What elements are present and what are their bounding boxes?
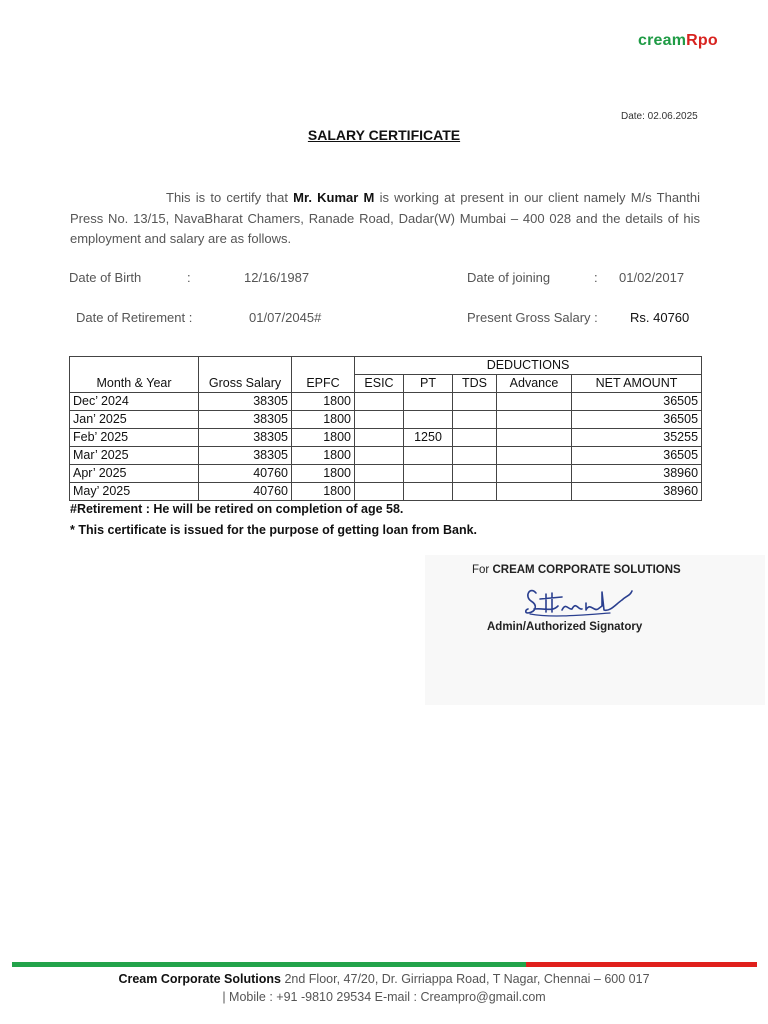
doj-value: 01/02/2017 <box>619 270 685 285</box>
footer-divider-green <box>12 962 526 967</box>
cell-epfc: 1800 <box>292 447 355 465</box>
cell-tds <box>453 465 497 483</box>
page-title: SALARY CERTIFICATE <box>307 127 461 143</box>
header-epfc: EPFC <box>292 375 355 393</box>
cell-month: Mar’ 2025 <box>70 447 199 465</box>
cell-pt <box>404 393 453 411</box>
footer-divider-red <box>526 962 757 967</box>
retirement-note: #Retirement : He will be retired on completion of age 58. <box>70 502 404 516</box>
header-gross-salary: Gross Salary <box>199 375 292 393</box>
cell-pt <box>404 411 453 429</box>
cell-month: Feb’ 2025 <box>70 429 199 447</box>
header-advance: Advance <box>497 375 572 393</box>
table-row <box>70 411 702 429</box>
cell-tds <box>453 411 497 429</box>
cell-month: Dec’ 2024 <box>70 393 199 411</box>
cell-esic <box>355 393 404 411</box>
cell-pt <box>404 483 453 501</box>
table-row <box>70 465 702 483</box>
cell-gross: 38305 <box>199 429 292 447</box>
cell-esic <box>355 483 404 501</box>
header-month-year: Month & Year <box>70 375 199 393</box>
cell-esic <box>355 465 404 483</box>
header-net-amount: NET AMOUNT <box>572 375 702 393</box>
cell-pt <box>404 465 453 483</box>
table-row <box>70 393 702 411</box>
gross-label: Present Gross Salary : <box>467 310 598 325</box>
cell-gross: 38305 <box>199 447 292 465</box>
table-row <box>70 447 702 465</box>
cell-net-amount: 36505 <box>572 411 702 429</box>
cell-epfc: 1800 <box>292 465 355 483</box>
cell-net-amount: 38960 <box>572 465 702 483</box>
employee-name: Mr. Kumar M <box>293 190 375 205</box>
cell-month: May’ 2025 <box>70 483 199 501</box>
dob-value: 12/16/1987 <box>244 270 310 285</box>
header-pt: PT <box>404 375 453 393</box>
cell-gross: 40760 <box>199 483 292 501</box>
cell-gross: 40760 <box>199 465 292 483</box>
cell-tds <box>453 429 497 447</box>
cell-pt <box>404 447 453 465</box>
doj-separator: : <box>594 270 598 285</box>
cell-epfc: 1800 <box>292 483 355 501</box>
cell-advance <box>497 429 572 447</box>
cell-advance <box>497 465 572 483</box>
logo-text-red: Rpo <box>686 32 718 49</box>
handwritten-signature <box>522 582 637 625</box>
cell-net-amount: 35255 <box>572 429 702 447</box>
table-row <box>70 483 702 501</box>
logo-text-green: cream <box>638 32 687 49</box>
doj-label: Date of joining <box>467 270 551 285</box>
cell-advance <box>497 411 572 429</box>
cell-esic <box>355 411 404 429</box>
certificate-paragraph <box>70 188 700 250</box>
paragraph-lead: This is to certify that <box>166 190 294 205</box>
table-header-row-1 <box>70 357 702 375</box>
cell-gross: 38305 <box>199 393 292 411</box>
certificate-date: Date: 02.06.2025 <box>621 111 698 122</box>
cell-esic <box>355 447 404 465</box>
table-row <box>70 429 702 447</box>
cell-advance <box>497 393 572 411</box>
paragraph-rest: is working at present in our client namely M/s Thanthi Press No. 13/15, NavaBharat Chamers, Ranade Road, Dadar(W) Mumbai – 400 028 and the details of his employment and salary are as follows. <box>70 190 701 246</box>
dob-label: Date of Birth <box>69 270 142 285</box>
signatory-title: Admin/Authorized Signatory <box>487 621 643 633</box>
footer-address <box>0 972 768 986</box>
footer-company: Cream Corporate Solutions <box>118 972 281 986</box>
cell-advance <box>497 483 572 501</box>
cell-advance <box>497 447 572 465</box>
header-esic: ESIC <box>355 375 404 393</box>
dor-label: Date of Retirement : <box>76 310 193 325</box>
cell-month: Jan’ 2025 <box>70 411 199 429</box>
cell-net-amount: 38960 <box>572 483 702 501</box>
cell-epfc: 1800 <box>292 393 355 411</box>
salary-table <box>69 356 702 501</box>
header-tds: TDS <box>453 375 497 393</box>
footer-contact: | Mobile : +91 -9810 29534 E-mail : Creampro@gmail.com <box>222 990 546 1004</box>
dob-separator: : <box>187 270 191 285</box>
cell-net-amount: 36505 <box>572 447 702 465</box>
gross-value: Rs. 40760 <box>630 310 690 325</box>
footer-address-text: 2nd Floor, 47/20, Dr. Girriappa Road, T Nagar, Chennai – 600 017 <box>281 972 650 986</box>
cell-pt: 1250 <box>404 429 453 447</box>
signatory-company: CREAM CORPORATE SOLUTIONS <box>492 564 681 576</box>
cell-epfc: 1800 <box>292 429 355 447</box>
deductions-header: DEDUCTIONS <box>355 357 702 375</box>
cell-gross: 38305 <box>199 411 292 429</box>
cell-epfc: 1800 <box>292 411 355 429</box>
cell-tds <box>453 483 497 501</box>
cell-esic <box>355 429 404 447</box>
cell-tds <box>453 393 497 411</box>
table-header-row-2 <box>70 375 702 393</box>
company-logo <box>638 32 718 50</box>
cell-net-amount: 36505 <box>572 393 702 411</box>
for-word: For <box>472 564 490 576</box>
cell-tds <box>453 447 497 465</box>
purpose-note: * This certificate is issued for the purpose of getting loan from Bank. <box>70 523 478 537</box>
cell-month: Apr’ 2025 <box>70 465 199 483</box>
dor-value: 01/07/2045# <box>249 310 322 325</box>
for-company-line <box>472 564 681 576</box>
